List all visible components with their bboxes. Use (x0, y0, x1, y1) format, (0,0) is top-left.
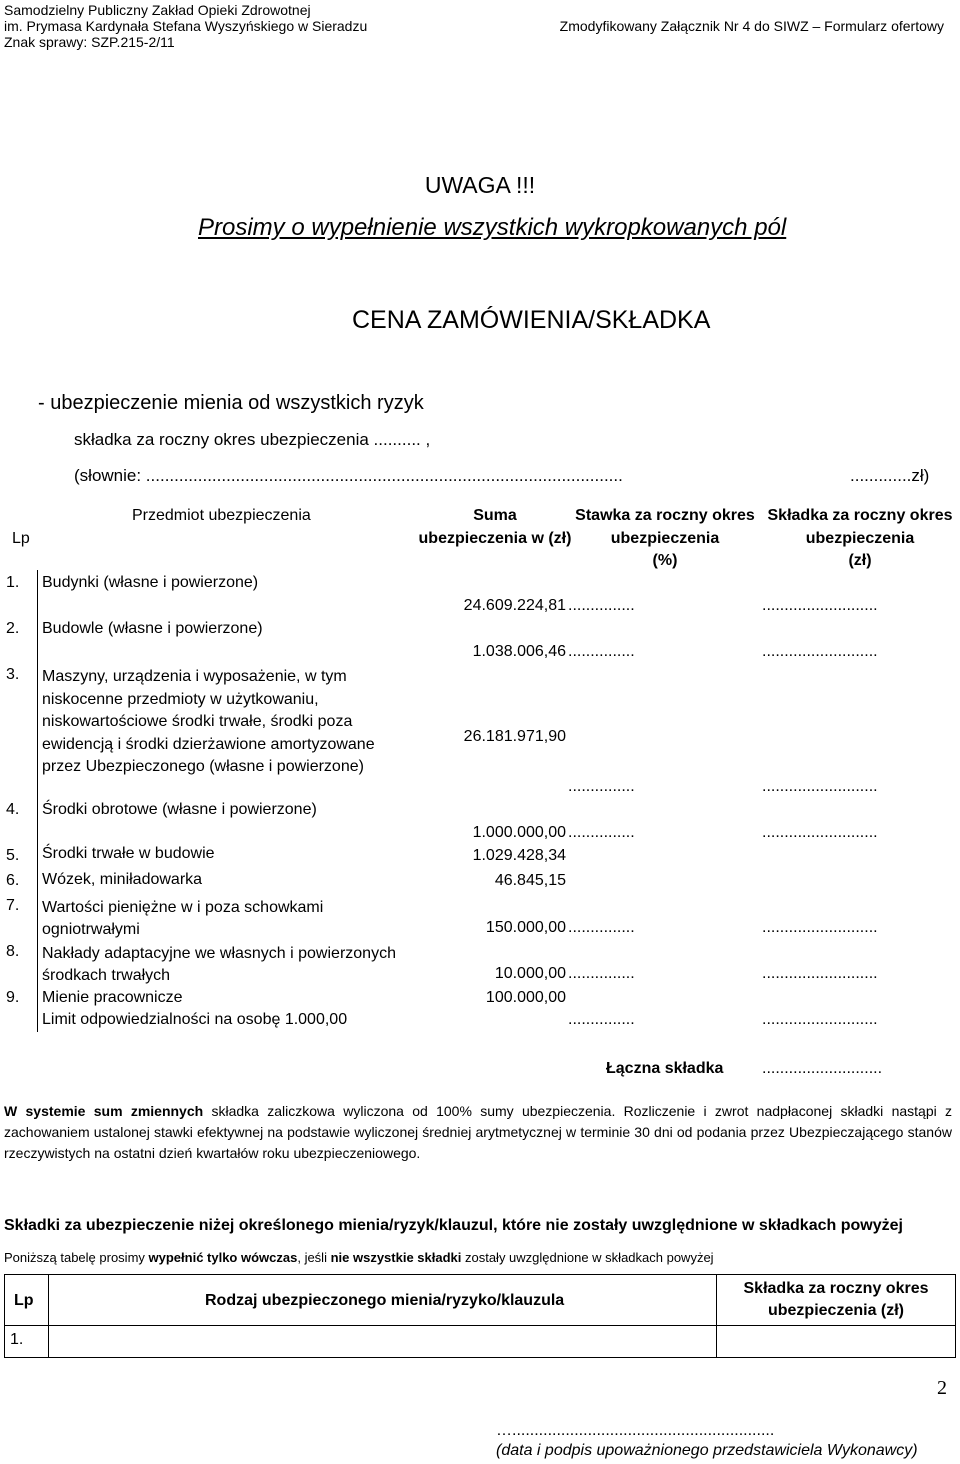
row-lp: 2. (6, 620, 20, 637)
row-sum: 150.000,00 (485, 919, 566, 936)
rate-input-dots[interactable]: ............... (568, 1011, 635, 1028)
premium-input-dots[interactable]: .......................... (762, 824, 878, 841)
insurance-item: - ubezpieczenie mienia od wszystkich ryzyk (38, 392, 424, 414)
note-text: składka zaliczkowa wyliczona od 100% sumy ubezpieczenia. Rozliczenie i zwrot nadpłaconej składki nastąpi z zachowaniem ustalonej stawki efektywnej na podstawie wyliczonej średniej arytmetycznej w terminie 30 dni od podania przez Ubezpieczającego stanów rzeczywistych na ostatni dzień kwartałów roku ubezpieczeniowego. (4, 1103, 953, 1161)
instr-part-1: Poniższą tabelę prosimy (4, 1250, 149, 1265)
case-number: Znak sprawy: SZP.215-2/11 (4, 34, 175, 50)
row-subject: Nakłady adaptacyjne we własnych i powierzonych środkach trwałych (42, 945, 396, 984)
table2-bottom-rule (4, 1357, 956, 1358)
rate-input-dots[interactable]: ............... (568, 778, 635, 795)
attachment-label: Zmodyfikowany Załącznik Nr 4 do SIWZ – Formularz ofertowy (559, 18, 944, 34)
instr-part-4: nie wszystkie składki (330, 1250, 462, 1265)
rate-input-dots[interactable]: ............... (568, 965, 635, 982)
col-header-premium-3: (zł) (848, 552, 872, 569)
row-subject: Środki obrotowe (własne i powierzone) (42, 801, 317, 818)
premium-input-dots[interactable]: .......................... (762, 778, 878, 795)
row-subject: Budynki (własne i powierzone) (42, 574, 259, 591)
row-subject: Wózek, miniładowarka (42, 871, 203, 888)
table2-row-lp: 1. (10, 1331, 24, 1348)
row-sum: 1.000.000,00 (472, 824, 566, 841)
col-header-rate-3: (%) (652, 552, 678, 569)
signature-dots[interactable]: …........................................................... (496, 1422, 775, 1439)
row-subject: Budowle (własne i powierzone) (42, 620, 263, 637)
premium-input-dots[interactable]: .......................... (762, 965, 878, 982)
col-header-premium-1: Składka za roczny okres (767, 507, 953, 524)
total-premium-dots[interactable]: ........................... (762, 1060, 883, 1077)
row-subject: Maszyny, urządzenia i wyposażenie, w tym niskocenne przedmioty w użytkowaniu, niskowartościowe środki trwałe, środki poza ewidencją i środki dzierżawione amortyzowane przez Ubezpieczonego (własne i powierzone) (42, 668, 375, 776)
rate-input-dots[interactable]: ............... (568, 824, 635, 841)
table2-header-lp: Lp (14, 1292, 34, 1309)
col-header-rate-2: ubezpieczenia (610, 530, 720, 547)
rate-input-dots[interactable]: ............... (568, 643, 635, 660)
table2-col2-rule (716, 1274, 717, 1358)
variable-sum-note (4, 1101, 952, 1164)
instr-part-3: , jeśli (297, 1250, 331, 1265)
table2-header-premium-2: ubezpieczenia (zł) (767, 1302, 905, 1319)
premium-in-words-end: .............zł) (850, 466, 930, 485)
row-sum: 46.845,15 (494, 872, 566, 889)
row-subject: Mienie pracownicze (42, 989, 183, 1006)
col-header-sum-1: Suma (473, 507, 517, 524)
table2-row-premium-cell[interactable] (718, 1327, 954, 1355)
row-lp: 1. (6, 574, 20, 591)
row-sum: 1.038.006,46 (472, 643, 566, 660)
instr-part-5: zostały uwzględnione w składkach powyżej (461, 1250, 714, 1265)
col-header-premium-2: ubezpieczenia (805, 530, 915, 547)
section2-instruction (4, 1250, 714, 1265)
note-bold: W systemie sum zmiennych (4, 1103, 204, 1119)
org-line-2: im. Prymasa Kardynała Stefana Wyszyńskiego w Sieradzu (4, 18, 368, 34)
row-lp: 3. (6, 666, 20, 683)
section2-title: Składki za ubezpieczenie niżej określonego mienia/ryzyk/klauzul, które nie zostały uwzględnione w składkach powyżej (4, 1217, 903, 1234)
table2-top-rule (4, 1274, 956, 1275)
row-lp: 8. (6, 943, 20, 960)
row-subject: Środki trwałe w budowie (42, 845, 215, 862)
row-lp: 7. (6, 897, 20, 914)
col-header-rate-1: Stawka za roczny okres (575, 507, 755, 524)
rate-input-dots[interactable]: ............... (568, 597, 635, 614)
row-lp: 9. (6, 989, 20, 1006)
table2-header-subject: Rodzaj ubezpieczonego mienia/ryzyko/klauzula (205, 1292, 565, 1309)
row-sum: 100.000,00 (485, 989, 566, 1006)
total-premium-label: Łączna składka (606, 1060, 724, 1077)
table2-mid-rule (4, 1325, 956, 1326)
table2-left-rule (4, 1274, 5, 1358)
warning-subtitle: Prosimy o wypełnienie wszystkich wykropkowanych pól (198, 214, 787, 241)
warning-title: UWAGA !!! (424, 172, 536, 198)
org-line-1: Samodzielny Publiczny Zakład Opieki Zdrowotnej (4, 2, 311, 18)
table2-header-premium-1: Składka za roczny okres (743, 1280, 929, 1297)
row-lp: 4. (6, 801, 20, 818)
row-lp: 5. (6, 847, 20, 864)
section-title: CENA ZAMÓWIENIA/SKŁADKA (352, 306, 711, 334)
rate-input-dots[interactable]: ............... (568, 919, 635, 936)
table2-right-rule (955, 1274, 956, 1358)
col-header-sum-2: ubezpieczenia w (zł) (418, 530, 572, 547)
row-subject-limit: Limit odpowiedzialności na osobę 1.000,00 (42, 1011, 348, 1028)
premium-input-dots[interactable]: .......................... (762, 643, 878, 660)
table2-row-subject-cell[interactable] (50, 1327, 714, 1355)
premium-input-dots[interactable]: .......................... (762, 1011, 878, 1028)
page-number: 2 (937, 1377, 947, 1399)
col-header-lp: Lp (12, 530, 30, 547)
premium-line: składka za roczny okres ubezpieczenia .......... , (74, 430, 431, 449)
row-lp: 6. (6, 872, 20, 889)
row-sum: 24.609.224,81 (463, 597, 566, 614)
premium-in-words-start: (słownie: ..................................................................................................... (74, 466, 623, 485)
col-header-subject: Przedmiot ubezpieczenia (132, 507, 311, 524)
premium-input-dots[interactable]: .......................... (762, 597, 878, 614)
instr-part-2: wypełnić tylko wówczas (148, 1250, 298, 1265)
row-sum: 1.029.428,34 (472, 847, 566, 864)
signature-label: (data i podpis upoważnionego przedstawiciela Wykonawcy) (496, 1442, 918, 1459)
premium-input-dots[interactable]: .......................... (762, 919, 878, 936)
row-subject: Wartości pieniężne w i poza schowkami ogniotrwałymi (42, 899, 324, 938)
table2-col1-rule (48, 1274, 49, 1358)
table-left-rule (37, 570, 38, 1032)
row-sum: 26.181.971,90 (463, 728, 566, 745)
row-sum: 10.000,00 (494, 965, 566, 982)
